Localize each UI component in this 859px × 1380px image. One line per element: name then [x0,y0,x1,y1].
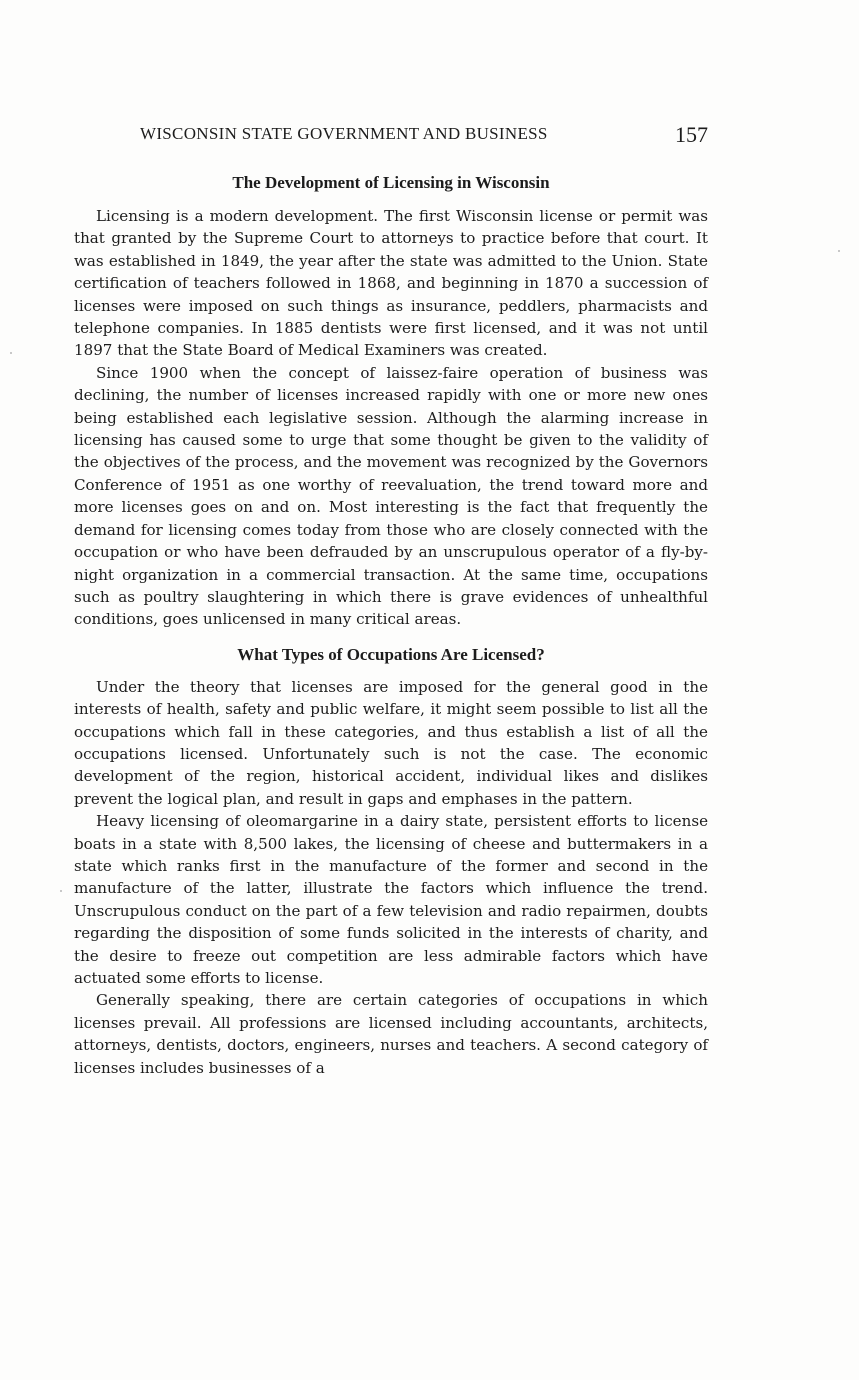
paragraph: Licensing is a modern development. The first Wisconsin license or permit was that granted by the Supreme Court to attorneys to practice before that court. It was established in 1849, the year after the state was admitted to the Union. State certification of teachers followed in 1868, and beginning in 1870 a succession of licenses were imposed on such things as insurance, peddlers, pharmacists and telephone companies. In 1885 dentists were first licensed, and it was not until 1897 that the State Board of Medical Examiners was created. [74,207,708,360]
section-heading-development: The Development of Licensing in Wisconsin [232,173,550,192]
scan-speck [10,352,12,354]
paragraph: Since 1900 when the concept of laissez-faire operation of business was declining, the number of licenses increased rapidly with one or more new ones being established each legislative session. Although the alarming increase in licensing has caused some to urge that some thought be given to the validity of the objectives of the process, and the movement was recognized by the Governors Conference of 1951 as one worthy of reevaluation, the trend toward more and more licenses goes on and on. Most interesting is the fact that frequently the demand for licensing comes today from those who are closely connected with the occupation or who have been defrauded by an unscrupulous operator of a fly-by-night organization in a commercial transaction. At the same time, occupations such as poultry slaughtering in which there is grave evidences of unhealthful conditions, goes unlicensed in many critical areas. [74,363,708,629]
running-head [74,122,708,148]
paragraph: Under the theory that licenses are imposed for the general good in the interests of health, safety and public welfare, it might seem possible to list all the occupations which fall in these categories, and thus establish a list of all the occupations licensed. Unfortunately such is not the case. The economic development of the region, historical accident, individual likes and dislikes prevent the logical plan, and result in gaps and emphases in the pattern. [74,677,708,808]
paragraph: Generally speaking, there are certain categories of occupations in which licenses prevail. All professions are licensed including accountants, architects, attorneys, dentists, doctors, engineers, nurses and teachers. A second category of licenses includes businesses of a [74,991,708,1077]
body-text [74,170,708,1079]
page-number: 157 [675,122,708,147]
scan-speck [60,890,62,892]
running-head-title: WISCONSIN STATE GOVERNMENT AND BUSINESS [140,124,548,143]
scan-speck [838,250,840,252]
paragraph: Heavy licensing of oleomargarine in a dairy state, persistent efforts to license boats in a state with 8,500 lakes, the licensing of cheese and buttermakers in a state which ranks first in the manufacture of the former and second in the manufacture of the latter, illustrate the factors which influence the trend. Unscrupulous conduct on the part of a few television and radio repairmen, doubts regarding the disposition of some funds solicited in the interests of charity, and the desire to freeze out competition are less admirable factors which have actuated some efforts to license. [74,812,708,987]
section-heading-occupations: What Types of Occupations Are Licensed? [237,644,545,664]
